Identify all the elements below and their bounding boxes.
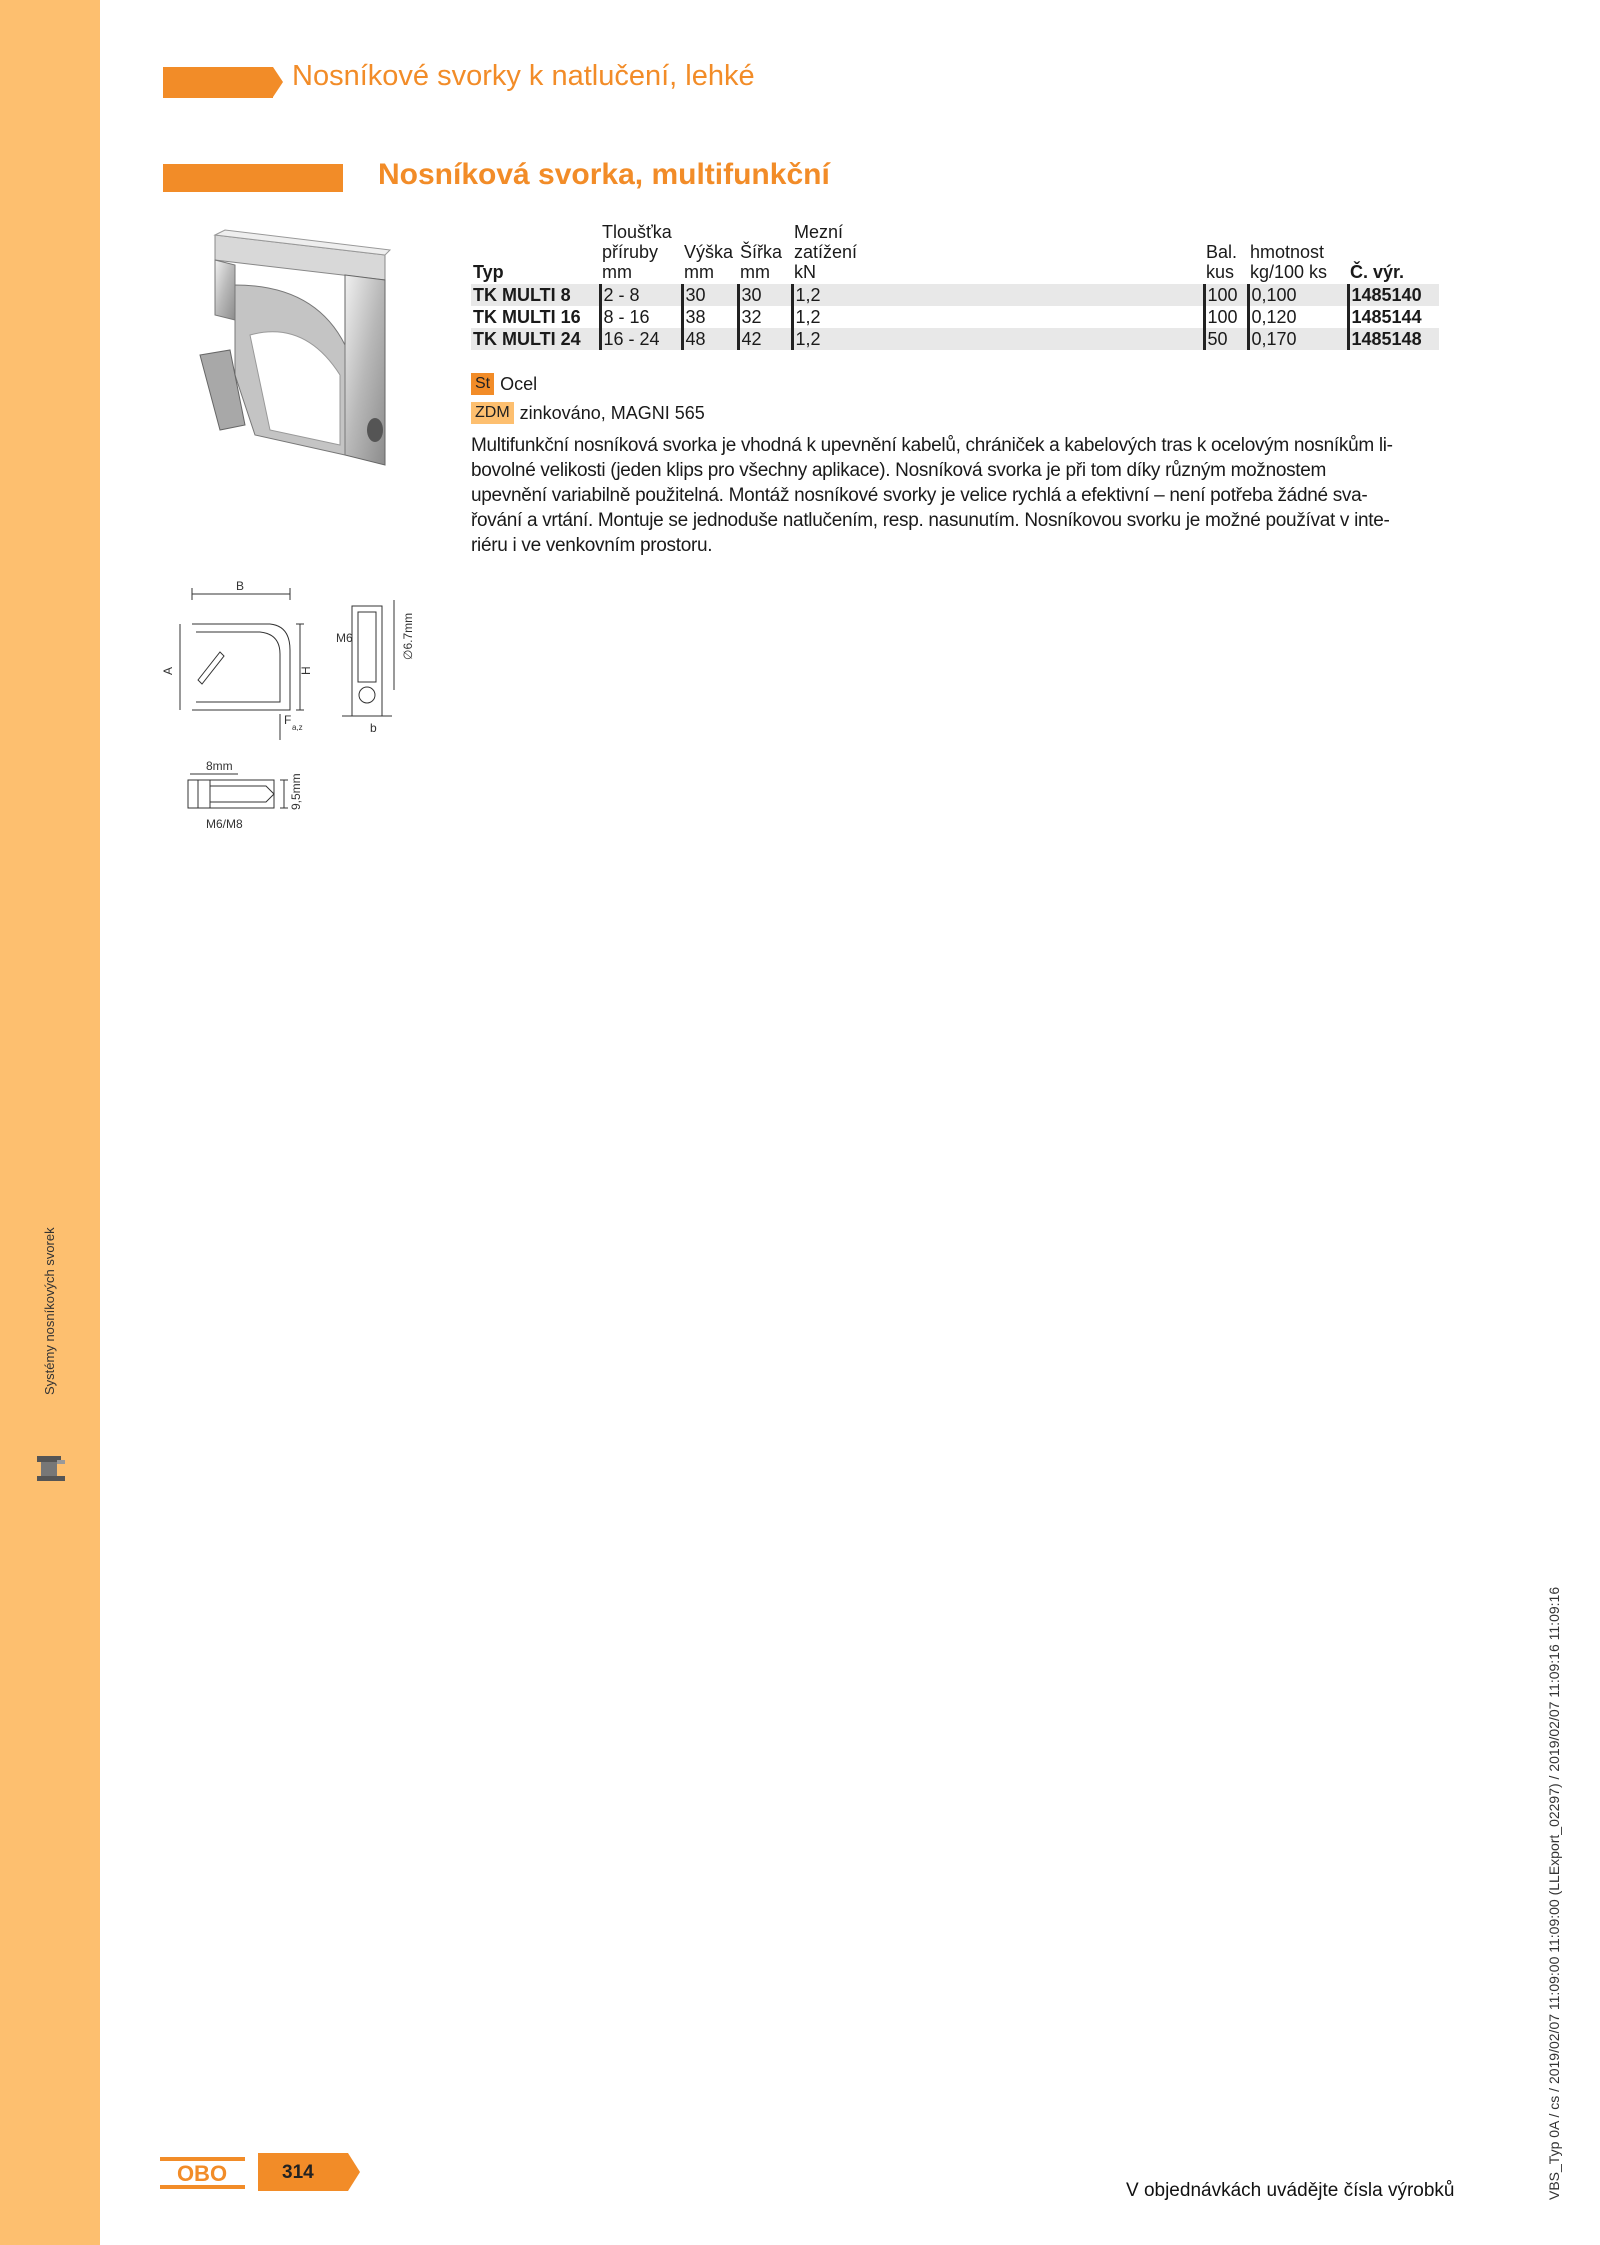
finish-text: zinkováno, MAGNI 565 <box>519 402 705 423</box>
product-description <box>471 433 1439 558</box>
page-number: 314 <box>282 2162 314 2183</box>
sidebar-section-label: Systémy nosníkových svorek <box>42 1227 57 1395</box>
product-photo <box>175 225 405 470</box>
dim-label-a: A <box>161 666 175 675</box>
cell-sirka: 32 <box>738 306 792 328</box>
col-mezni: Mezní zatížení kN <box>794 222 858 282</box>
cell-sirka: 42 <box>738 328 792 350</box>
insert-label-thickness: 9,5mm <box>289 773 303 810</box>
dim-label-h: H <box>299 666 313 675</box>
col-typ: Typ <box>473 262 504 282</box>
cell-typ: TK MULTI 8 <box>471 284 600 306</box>
finish-row <box>471 402 705 424</box>
table-header-row <box>471 222 1439 284</box>
cell-tloustka: 8 - 16 <box>600 306 682 328</box>
cell-vyska: 30 <box>682 284 738 306</box>
cell-cvyr: 1485144 <box>1348 306 1439 328</box>
cell-sirka: 30 <box>738 284 792 306</box>
page-number-arrow <box>348 2153 360 2191</box>
dim-label-force-sub: a,z <box>292 723 303 732</box>
page-title: Nosníkové svorky k natlučení, lehké <box>292 60 755 92</box>
cell-mezni: 1,2 <box>792 306 1204 328</box>
description-line: Multifunkční nosníková svorka je vhodná k upevnění kabelů, chrániček a kabelových tras k ocelovým nosníkům li- <box>471 435 1393 456</box>
cell-hmotnost: 0,120 <box>1248 306 1348 328</box>
dimension-drawing-insert <box>180 750 330 850</box>
cell-cvyr: 1485140 <box>1348 284 1439 306</box>
cell-mezni: 1,2 <box>792 284 1204 306</box>
cell-tloustka: 2 - 8 <box>600 284 682 306</box>
material-row <box>471 373 537 395</box>
col-hmotnost: hmotnost kg/100 ks <box>1250 242 1328 282</box>
cell-tloustka: 16 - 24 <box>600 328 682 350</box>
cell-mezni: 1,2 <box>792 328 1204 350</box>
cell-bal: 50 <box>1204 328 1248 350</box>
sidebar-strip <box>0 0 100 2245</box>
beam-clamp-icon <box>33 1450 69 1486</box>
cell-vyska: 38 <box>682 306 738 328</box>
cell-typ: TK MULTI 24 <box>471 328 600 350</box>
table-row <box>471 328 1439 350</box>
footer-note: V objednávkách uvádějte čísla výrobků <box>1126 2180 1455 2201</box>
dim-label-diameter: ∅6.7mm <box>401 612 415 660</box>
finish-code-badge: ZDM <box>471 402 514 424</box>
cell-hmotnost: 0,100 <box>1248 284 1348 306</box>
description-line: řování a vrtání. Montuje se jednoduše natlučením, resp. nasunutím. Nosníkovou svorku je možné používat v inte- <box>471 510 1390 531</box>
section-bar <box>163 164 343 192</box>
header-bar <box>163 67 273 98</box>
description-line: upevnění variabilně použitelná. Montáž nosníkové svorky je velice rychlá a efektivní – není potřeba žádné sva- <box>471 485 1368 506</box>
cell-bal: 100 <box>1204 284 1248 306</box>
col-sirka: Šířka mm <box>740 242 783 282</box>
cell-hmotnost: 0,170 <box>1248 328 1348 350</box>
table-row <box>471 306 1439 328</box>
dim-label-b-upper: B <box>236 580 245 593</box>
dim-label-m6: M6 <box>336 631 353 645</box>
cell-bal: 100 <box>1204 306 1248 328</box>
cell-cvyr: 1485148 <box>1348 328 1439 350</box>
table-row <box>471 284 1439 306</box>
cell-typ: TK MULTI 16 <box>471 306 600 328</box>
dimension-drawing-front-side <box>160 580 460 740</box>
dim-label-force: F <box>284 713 292 727</box>
section-title: Nosníková svorka, multifunkční <box>378 158 830 191</box>
description-line: bovolné velikosti (jeden klips pro všechny aplikace). Nosníková svorka je při tom díky různým možnostem <box>471 460 1327 481</box>
insert-label-length: 8mm <box>206 759 233 773</box>
svg-text:OBO: OBO <box>176 2161 228 2186</box>
export-metadata: VBS_Typ 0A / cs / 2019/02/07 11:09:00 11:09:00 (LLExport_02297) / 2019/02/07 11:09:16 11:09:16 <box>1546 1586 1562 2200</box>
insert-label-thread: M6/M8 <box>206 817 243 831</box>
material-text: Ocel <box>500 373 538 394</box>
obo-logo <box>160 2157 245 2189</box>
material-code-badge: St <box>471 373 494 395</box>
col-vyska: Výška mm <box>684 242 734 282</box>
col-tloustka: Tloušťka příruby mm <box>602 222 672 282</box>
dim-label-b-lower: b <box>370 721 377 735</box>
header-arrow <box>273 67 283 97</box>
cell-vyska: 48 <box>682 328 738 350</box>
spec-table <box>471 222 1439 350</box>
description-line: riéru i ve venkovním prostoru. <box>471 535 713 556</box>
col-bal: Bal. kus <box>1206 242 1238 282</box>
col-cvyr: Č. výr. <box>1350 262 1405 282</box>
